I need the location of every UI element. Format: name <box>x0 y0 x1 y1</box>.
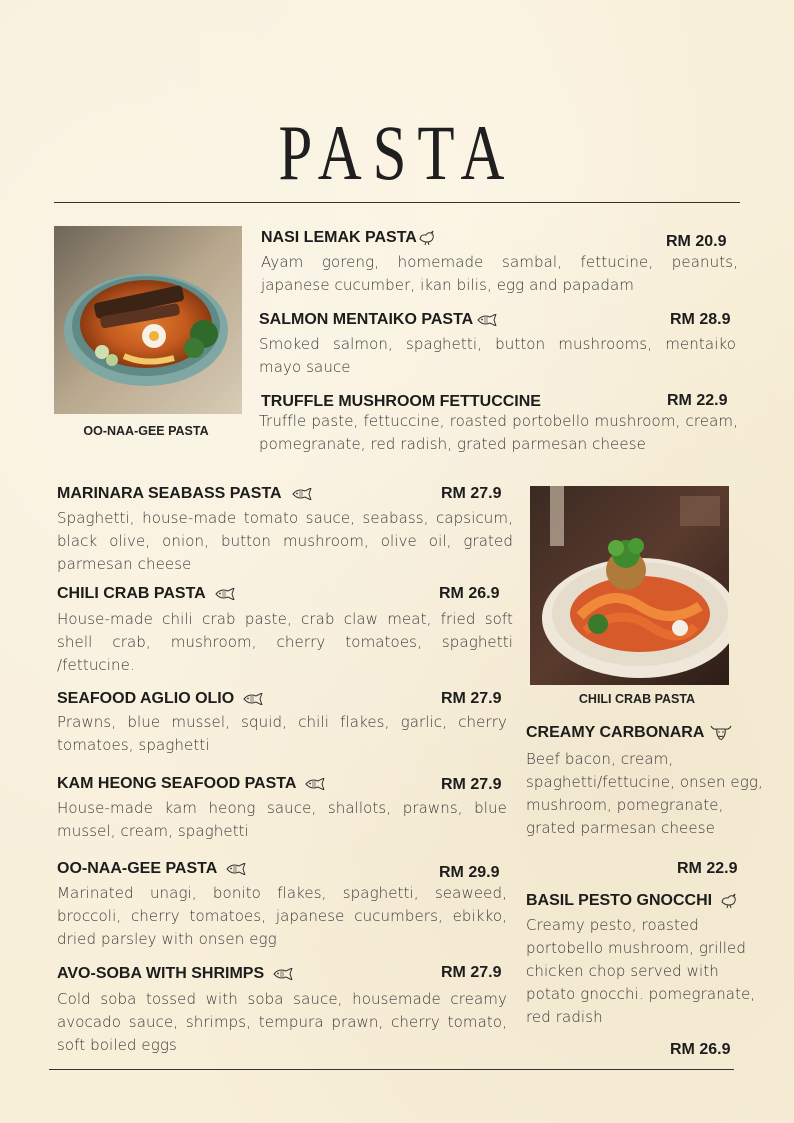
menu-item-price: RM 22.9 <box>667 392 728 409</box>
chicken-icon <box>418 230 436 246</box>
menu-item-description: Creamy pesto, roasted portobello mushroom, grilled chicken chop served with potato gnocchi. pomegranate, red radish <box>526 916 756 1026</box>
menu-item-name: BASIL PESTO GNOCCHI <box>526 892 738 910</box>
menu-item-price: RM 28.9 <box>670 311 731 328</box>
chicken-icon <box>720 893 738 909</box>
featured-image-right <box>530 486 729 685</box>
menu-item-name: OO-NAA-GEE PASTA <box>57 860 247 878</box>
menu-item-description: Ayam goreng, homemade sambal, fettucine, peanuts, japanese cucumber, ikan bilis, egg and papadam <box>261 253 738 294</box>
menu-item-description: Truffle paste, fettuccine, roasted portobello mushroom, cream, pomegranate, red radish, grated parmesan cheese <box>259 412 738 453</box>
fish-icon <box>304 778 326 790</box>
cow-icon <box>710 724 732 742</box>
menu-item-price: RM 27.9 <box>441 690 502 707</box>
pasta-bowl-photo <box>54 226 242 414</box>
fish-icon <box>272 968 294 980</box>
menu-item-price: RM 29.9 <box>439 864 500 881</box>
menu-item-description: Beef bacon, cream, spaghetti/fettucine, onsen egg, mushroom, pomegranate, grated parmesan cheese <box>526 750 763 837</box>
menu-item-name: TRUFFLE MUSHROOM FETTUCCINE <box>261 393 541 410</box>
menu-item-price: RM 27.9 <box>441 485 502 502</box>
menu-item-description: House-made kam heong sauce, shallots, prawns, blue mussel, cream, spaghetti <box>57 799 507 840</box>
menu-item-price: RM 26.9 <box>439 585 500 602</box>
menu-item-price: RM 20.9 <box>666 233 727 250</box>
menu-item-price: RM 27.9 <box>441 964 502 981</box>
featured-caption-left: OO-NAA-GEE PASTA <box>83 424 209 438</box>
menu-item-description: House-made chili crab paste, crab claw meat, fried soft shell crab, mushroom, cherry tomatoes, spaghetti /fettucine. <box>57 610 513 674</box>
menu-item-price: RM 22.9 <box>677 860 738 877</box>
bottom-divider <box>49 1069 734 1070</box>
menu-item-name: SALMON MENTAIKO PASTA <box>259 311 498 329</box>
featured-image-left <box>54 226 242 414</box>
menu-item-price: RM 26.9 <box>670 1041 731 1058</box>
menu-item-description: Prawns, blue mussel, squid, chili flakes, garlic, cherry tomatoes, spaghetti <box>57 713 507 754</box>
menu-item-price: RM 27.9 <box>441 776 502 793</box>
menu-item-name: SEAFOOD AGLIO OLIO <box>57 690 264 708</box>
menu-item-description: Marinated unagi, bonito flakes, spaghetti, seaweed, broccoli, cherry tomatoes, japanese cucumbers, ebikko, dried parsley with onsen egg <box>57 884 507 948</box>
menu-item-name: CREAMY CARBONARA <box>526 724 732 742</box>
menu-item-description: Smoked salmon, spaghetti, button mushrooms, mentaiko mayo sauce <box>259 335 736 376</box>
pasta-plate-photo <box>530 486 729 685</box>
menu-item-description: Spaghetti, house-made tomato sauce, seabass, capsicum, black olive, onion, button mushroom, olive oil, grated parmesan cheese <box>57 509 513 573</box>
menu-item-name: MARINARA SEABASS PASTA <box>57 485 313 503</box>
fish-icon <box>214 588 236 600</box>
fish-icon <box>291 488 313 500</box>
menu-item-name: CHILI CRAB PASTA <box>57 585 236 603</box>
menu-item-name: NASI LEMAK PASTA <box>261 229 436 247</box>
fish-icon <box>225 863 247 875</box>
menu-item-description: Cold soba tossed with soba sauce, housemade creamy avocado sauce, shrimps, tempura prawn, cherry tomato, soft boiled eggs <box>57 990 507 1054</box>
fish-icon <box>242 693 264 705</box>
fish-icon <box>476 314 498 326</box>
page-title: PASTA <box>278 109 516 196</box>
menu-item-name: KAM HEONG SEAFOOD PASTA <box>57 775 326 793</box>
menu-item-name: AVO-SOBA WITH SHRIMPS <box>57 965 294 983</box>
top-divider <box>54 202 740 203</box>
featured-caption-right: CHILI CRAB PASTA <box>578 692 696 706</box>
